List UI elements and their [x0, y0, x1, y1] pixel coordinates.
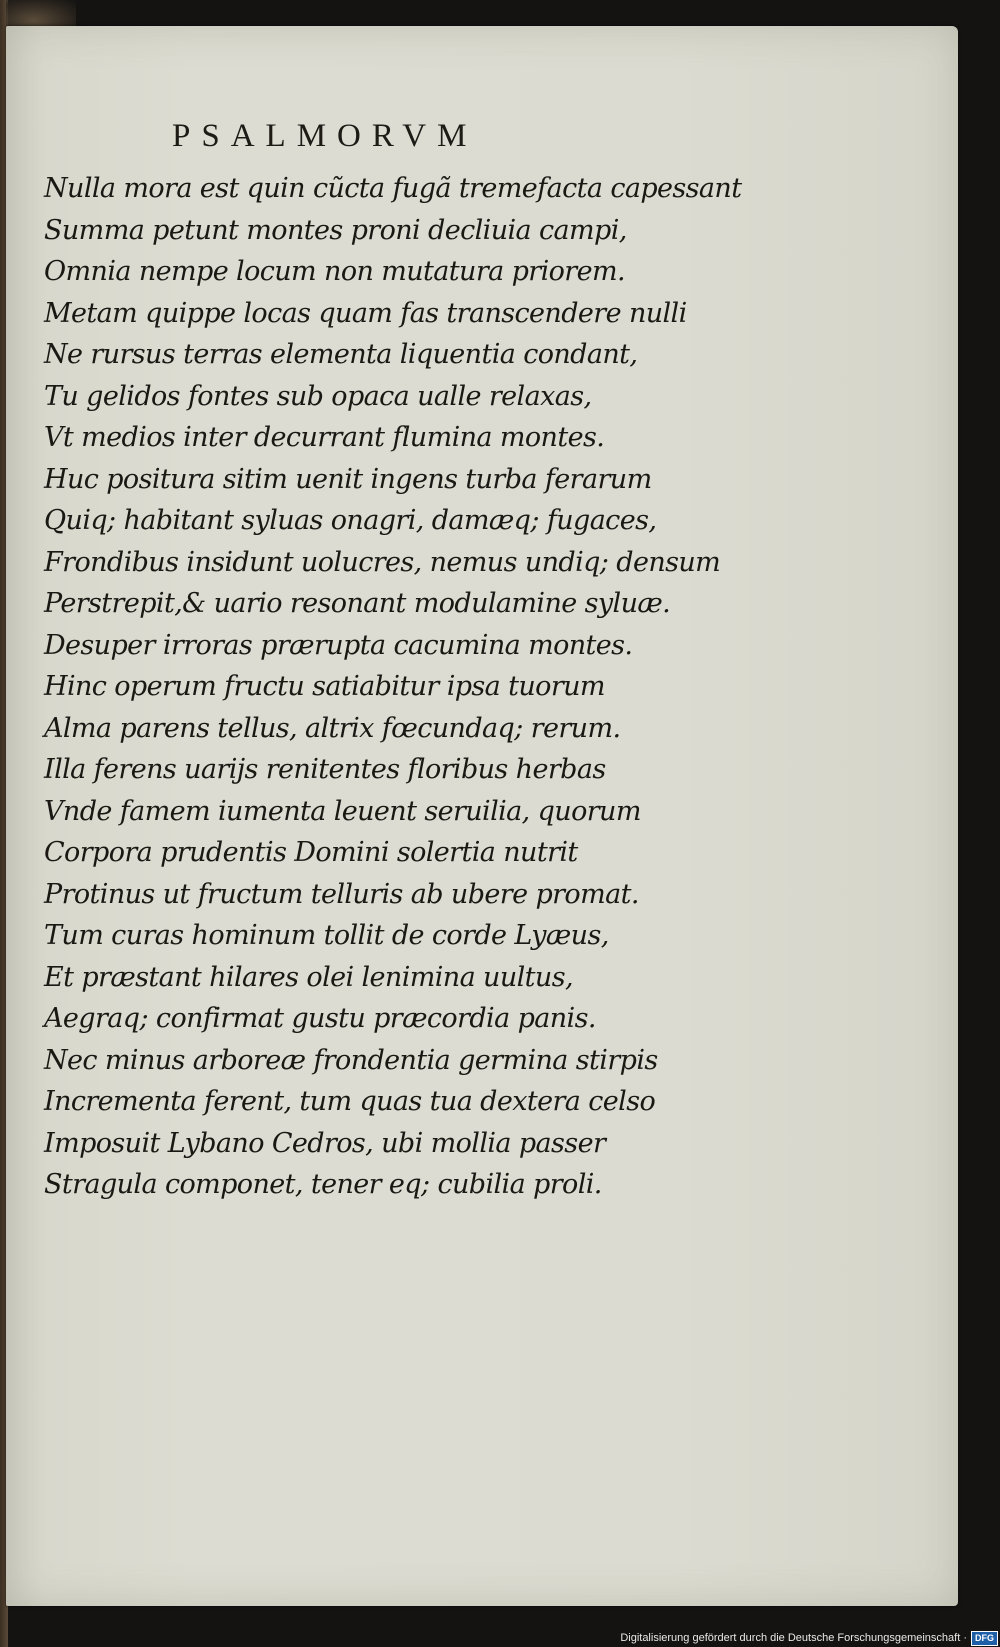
- verse-line: Et præstant hilares olei lenimina uultus,: [44, 961, 573, 993]
- verse-line: Nec minus arboreæ frondentia germina stirpis: [44, 1044, 658, 1076]
- digitization-footer: [620, 1630, 998, 1646]
- verse-line: Vt medios inter decurrant flumina montes.: [44, 422, 605, 453]
- verse-line: Nulla mora est quin cũcta fugã tremefacta capessant: [44, 173, 742, 204]
- verse-text-block: [44, 168, 742, 1206]
- verse-line: Huc positura sitim uenit ingens turba ferarum: [44, 463, 652, 495]
- verse-line: Ne rursus terras elementa liquentia condant,: [44, 339, 638, 370]
- verse-line: Illa ferens uarijs renitentes floribus herbas: [44, 754, 606, 785]
- verse-line: Quiq; habitant syluas onagri, damæq; fugaces,: [44, 505, 657, 536]
- verse-line: Desuper irroras prærupta cacumina montes.: [44, 629, 633, 661]
- verse-line: Corpora prudentis Domini solertia nutrit: [44, 837, 578, 868]
- verse-line: Vnde famem iumenta leuent seruilia, quorum: [44, 795, 641, 827]
- verse-line: Protinus ut fructum telluris ab ubere promat.: [44, 878, 639, 910]
- verse-line: Imposuit Lybano Cedros, ubi mollia passer: [44, 1127, 606, 1159]
- dfg-logo[interactable]: DFG: [971, 1631, 998, 1646]
- verse-line: Omnia nempe locum non mutatura priorem.: [44, 256, 625, 287]
- running-head: PSALMORVM: [172, 118, 478, 154]
- verse-line: Tu gelidos fontes sub opaca ualle relaxas,: [44, 380, 592, 412]
- verse-line: Perstrepit,& uario resonant modulamine syluæ.: [44, 588, 671, 619]
- verse-line: Aegraq; confirmat gustu præcordia panis.: [44, 1003, 596, 1034]
- verse-line: Metam quippe locas quam fas transcendere nulli: [44, 297, 687, 329]
- verse-line: Tum curas hominum tollit de corde Lyæus,: [44, 920, 609, 951]
- verse-line: Incrementa ferent, tum quas tua dextera celso: [44, 1086, 656, 1117]
- verse-line: Summa petunt montes proni decliuia campi,: [44, 214, 627, 246]
- verse-line: Alma parens tellus, altrix fœcundaq; rerum.: [44, 712, 621, 744]
- verse-line: Stragula componet, tener eq; cubilia proli.: [44, 1169, 602, 1200]
- footer-credit: Digitalisierung gefördert durch die Deutsche Forschungsgemeinschaft ·: [620, 1632, 967, 1644]
- verse-line: Frondibus insidunt uolucres, nemus undiq; densum: [44, 546, 721, 578]
- verse-line: Hinc operum fructu satiabitur ipsa tuorum: [44, 671, 605, 702]
